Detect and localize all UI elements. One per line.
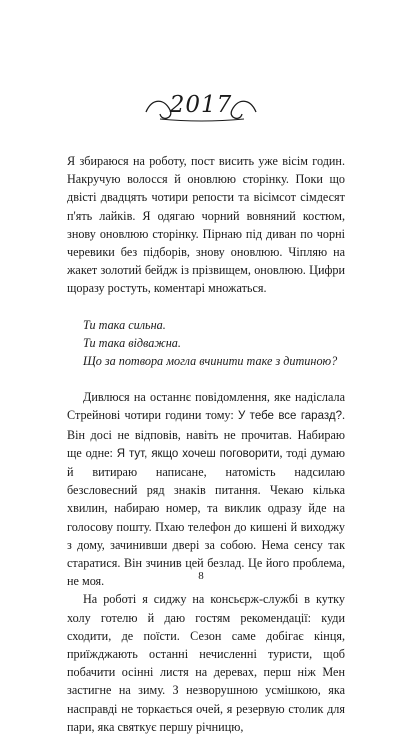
page-number: 8 (198, 570, 204, 582)
body-text (67, 152, 345, 736)
message-text: У тебе все гаразд? (237, 410, 342, 423)
chapter-heading (0, 88, 402, 128)
chapter-title: 2017 (169, 92, 233, 118)
paragraph-2-text: . Він досі не відповів, навіть не прочитав. Набираю ще одне: (67, 408, 346, 460)
paragraph-2-text: , тоді думаю й витираю написане, натомість надсилаю безсловесний ряд знаків питання. Чекаю кілька хвилин, набираю номер, та виклик одразу йде на голосову пошту. Пхаю телефон до кишені й виходжу з дому, зачинивши двері за собою. Нема сенсу так старатися. Він зчинив цей безлад. Це його проблема, не моя. (67, 445, 345, 589)
paragraph-2 (67, 388, 345, 590)
paragraph-2-text: Дивлюся на останнє повідомлення, яке надіслала Стрейнові чотири години тому: (67, 390, 345, 423)
message-text: Я тут, якщо хочеш поговорити (116, 447, 280, 460)
quote-line: Ти така відважна. (83, 335, 181, 350)
paragraph-1: Я збираюся на роботу, пост висить уже вісім годин. Накручую волосся й оновлюю сторінку. Поки що двісті двадцять чотири репости та вісімсот сімдесят п'ять лайків. Я одягаю чорний вовняний костюм, знову оновлюю сторінку. Пірнаю під диван по чорні черевики без підборів, знову оновлюю. Чіпляю на жакет золотий бейдж із прізвищем, оновлюю. Цифри щоразу ростуть, коментарі множаться. (67, 154, 345, 296)
italic-quote (83, 316, 345, 371)
paragraph-3: На роботі я сиджу на консьєрж-службі в кутку холу готелю й даю гостям рекомендації: куди сходити, де поїсти. Сезон саме добігає кінця, приїжджають останні нечисленні туристи, щоб побачити осінні листя на деревах, перш ніж Мен застигне на зиму. З незворушною усмішкою, яка насправді не торкається очей, я резервую столик для пари, яка святкує першу річницю, (67, 592, 345, 734)
quote-line: Що за потвора могла вчинити таке з дитиною? (83, 354, 338, 369)
quote-line: Ти така сильна. (83, 317, 166, 332)
